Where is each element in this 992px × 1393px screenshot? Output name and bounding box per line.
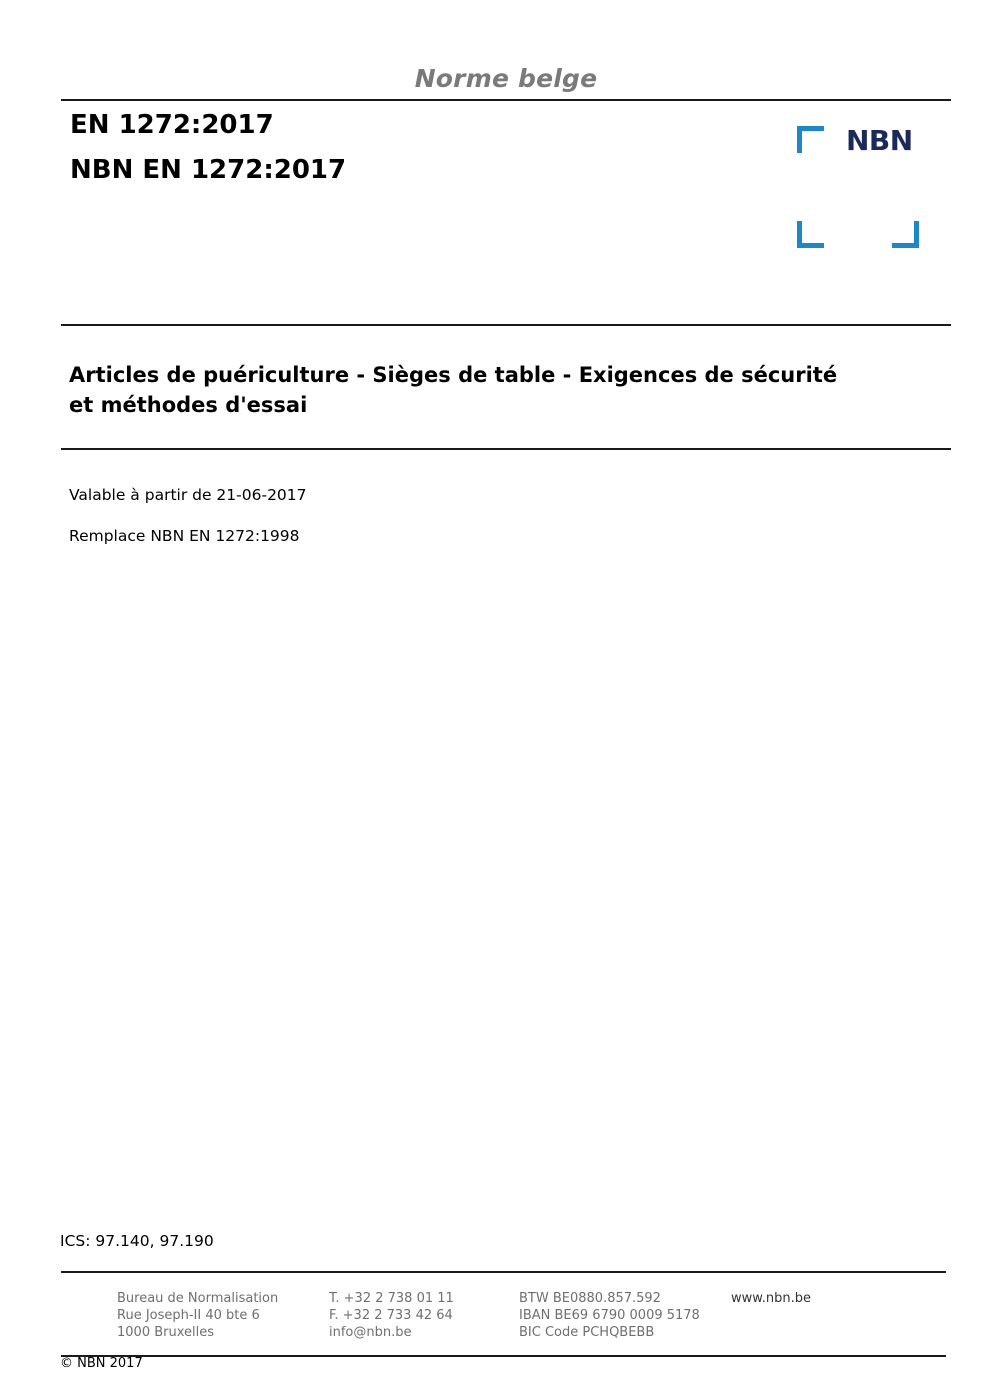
footer-contact [329, 1290, 454, 1341]
document-title [69, 360, 929, 420]
footer-website [731, 1290, 811, 1307]
footer-bottom-divider [61, 1355, 946, 1357]
logo-bracket-top-left [797, 126, 824, 153]
footer-address [117, 1290, 278, 1341]
title-line-1: Articles de puériculture - Sièges de table - Exigences de sécurité [69, 363, 838, 387]
footer-website-link[interactable]: www.nbn.be [731, 1291, 811, 1306]
footer-address-line: Bureau de Normalisation [117, 1291, 279, 1306]
footer-bank [519, 1290, 700, 1341]
logo-bracket-bottom-right [892, 221, 919, 248]
logo-bracket-bottom-left [797, 221, 824, 248]
footer-iban: IBAN BE69 6790 0009 5178 [519, 1308, 700, 1323]
footer-vat: BTW BE0880.857.592 [519, 1291, 661, 1306]
document-type-label: Norme belge [414, 64, 598, 93]
footer-email-link[interactable]: info@nbn.be [329, 1325, 412, 1340]
replaces-text: Remplace NBN EN 1272:1998 [69, 527, 300, 545]
nbn-logo [797, 126, 919, 248]
ics-codes: ICS: 97.140, 97.190 [60, 1232, 214, 1250]
copyright-text: © NBN 2017 [60, 1356, 143, 1371]
footer-fax: F. +32 2 733 42 64 [329, 1308, 453, 1323]
title-top-divider [61, 324, 951, 326]
footer-bic: BIC Code PCHQBEBB [519, 1325, 655, 1340]
footer-top-divider [61, 1271, 946, 1273]
footer-address-line: Rue Joseph-II 40 bte 6 [117, 1308, 260, 1323]
title-line-2: et méthodes d'essai [69, 393, 308, 417]
title-bottom-divider [61, 448, 951, 450]
logo-text: NBN [846, 124, 913, 157]
valid-from-text: Valable à partir de 21-06-2017 [69, 486, 307, 504]
header-divider [61, 99, 951, 101]
footer-address-line: 1000 Bruxelles [117, 1325, 215, 1340]
standard-code-en: EN 1272:2017 [70, 110, 274, 140]
footer-phone: T. +32 2 738 01 11 [329, 1291, 454, 1306]
standard-code-nbn: NBN EN 1272:2017 [70, 155, 347, 185]
